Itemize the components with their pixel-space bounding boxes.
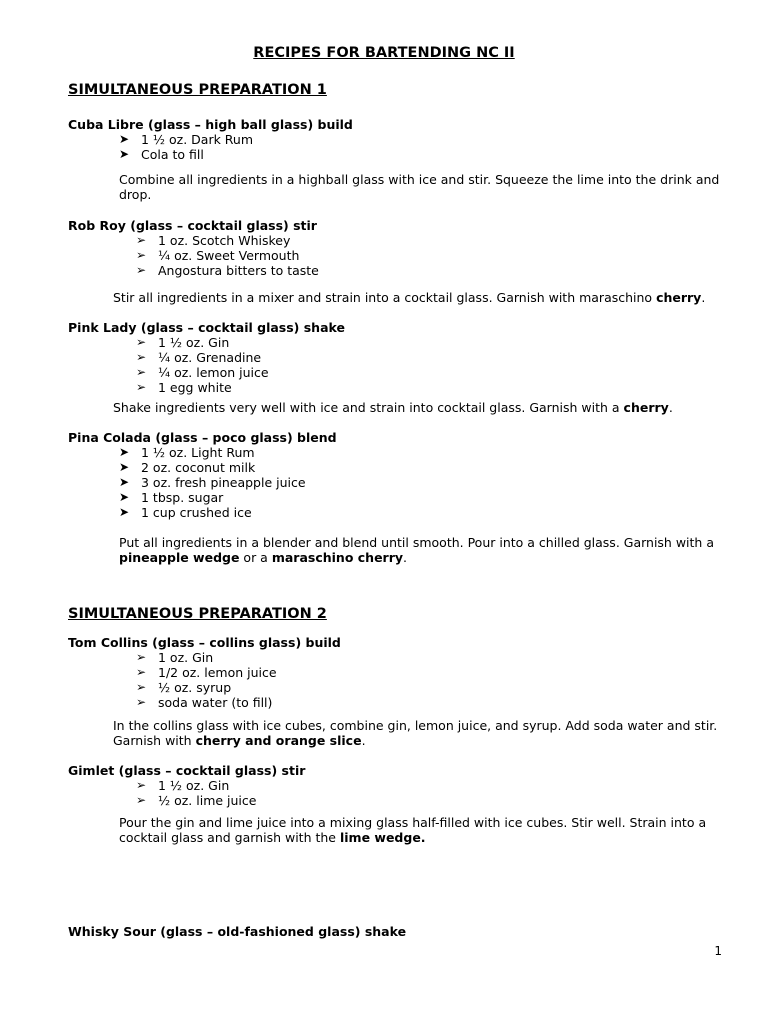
arrow-bullet-icon: ➢ <box>136 335 147 349</box>
arrow-bullet-icon: ➢ <box>136 793 147 807</box>
recipe-title-pink-lady: Pink Lady (glass – cocktail glass) shake <box>68 320 345 335</box>
arrow-bullet-icon: ➤ <box>119 460 130 474</box>
recipe-title-cuba-libre: Cuba Libre (glass – high ball glass) build <box>68 117 353 132</box>
list-item: ➢ ½ oz. syrup <box>136 680 232 695</box>
arrow-bullet-icon: ➢ <box>136 233 147 247</box>
arrow-bullet-icon: ➢ <box>136 263 147 277</box>
arrow-bullet-icon: ➢ <box>136 350 147 364</box>
list-item: ➢ ¼ oz. Sweet Vermouth <box>136 248 300 263</box>
list-item: ➤ 3 oz. fresh pineapple juice <box>119 475 306 490</box>
arrow-bullet-icon: ➢ <box>136 650 147 664</box>
arrow-bullet-icon: ➤ <box>119 445 130 459</box>
list-item: ➤ 1 ½ oz. Light Rum <box>119 445 255 460</box>
arrow-bullet-icon: ➤ <box>119 475 130 489</box>
list-item: ➢ Angostura bitters to taste <box>136 263 319 278</box>
list-item: ➤ 1 cup crushed ice <box>119 505 252 520</box>
list-item: ➢ 1 ½ oz. Gin <box>136 778 230 793</box>
list-item: ➢ ¼ oz. Grenadine <box>136 350 262 365</box>
list-item: ➢ 1 oz. Scotch Whiskey <box>136 233 291 248</box>
arrow-bullet-icon: ➤ <box>119 132 130 146</box>
list-item: ➤ 1 tbsp. sugar <box>119 490 224 505</box>
arrow-bullet-icon: ➢ <box>136 365 147 379</box>
list-item: ➤ 1 ½ oz. Dark Rum <box>119 132 254 147</box>
recipe-title-tom-collins: Tom Collins (glass – collins glass) build <box>68 635 341 650</box>
recipe-method-rob-roy: Stir all ingredients in a mixer and strain into a cocktail glass. Garnish with maraschino cherry. <box>113 290 706 305</box>
recipe-method-tom-collins: In the collins glass with ice cubes, combine gin, lemon juice, and syrup. Add soda water and stir. Garnish with cherry and orange slice. <box>113 718 718 748</box>
ingredient-list-rob-roy <box>136 233 319 278</box>
ingredient-list-tom-collins <box>136 650 277 710</box>
recipe-title-rob-roy: Rob Roy (glass – cocktail glass) stir <box>68 218 317 233</box>
page-title: RECIPES FOR BARTENDING NC II <box>253 45 515 61</box>
recipe-method-gimlet: Pour the gin and lime juice into a mixing glass half-filled with ice cubes. Stir well. Strain into a cocktail glass and garnish with the lime wedge. <box>119 815 707 845</box>
section-heading-1: SIMULTANEOUS PREPARATION 1 <box>68 82 327 98</box>
arrow-bullet-icon: ➢ <box>136 248 147 262</box>
list-item: ➢ soda water (to fill) <box>136 695 273 710</box>
arrow-bullet-icon: ➢ <box>136 680 147 694</box>
arrow-bullet-icon: ➢ <box>136 695 147 709</box>
list-item: ➢ 1/2 oz. lemon juice <box>136 665 277 680</box>
section-heading-2: SIMULTANEOUS PREPARATION 2 <box>68 606 327 622</box>
recipe-title-whisky-sour: Whisky Sour (glass – old-fashioned glass) shake <box>68 924 407 939</box>
list-item: ➢ 1 oz. Gin <box>136 650 214 665</box>
recipe-title-pina-colada: Pina Colada (glass – poco glass) blend <box>68 430 337 445</box>
arrow-bullet-icon: ➤ <box>119 147 130 161</box>
list-item: ➢ ¼ oz. lemon juice <box>136 365 269 380</box>
arrow-bullet-icon: ➤ <box>119 490 130 504</box>
list-item: ➢ ½ oz. lime juice <box>136 793 257 808</box>
arrow-bullet-icon: ➤ <box>119 505 130 519</box>
list-item: ➢ 1 ½ oz. Gin <box>136 335 230 350</box>
recipe-title-gimlet: Gimlet (glass – cocktail glass) stir <box>68 763 306 778</box>
recipe-method-pina-colada: Put all ingredients in a blender and blend until smooth. Pour into a chilled glass. Garnish with a pineapple wedge or a maraschino cherry. <box>119 535 714 565</box>
list-item: ➤ Cola to fill <box>119 147 204 162</box>
arrow-bullet-icon: ➢ <box>136 665 147 679</box>
list-item: ➤ 2 oz. coconut milk <box>119 460 256 475</box>
recipe-method-pink-lady: Shake ingredients very well with ice and strain into cocktail glass. Garnish with a cherry. <box>113 400 673 415</box>
ingredient-list-cuba-libre <box>119 132 253 162</box>
arrow-bullet-icon: ➢ <box>136 380 147 394</box>
page-number: 1 <box>714 944 722 958</box>
arrow-bullet-icon: ➢ <box>136 778 147 792</box>
ingredient-list-pink-lady <box>136 335 269 395</box>
list-item: ➢ 1 egg white <box>136 380 232 395</box>
ingredient-list-gimlet <box>136 778 256 808</box>
ingredient-list-pina-colada <box>119 445 306 520</box>
recipe-method-cuba-libre: Combine all ingredients in a highball glass with ice and stir. Squeeze the lime into the drink and drop. <box>119 172 720 202</box>
